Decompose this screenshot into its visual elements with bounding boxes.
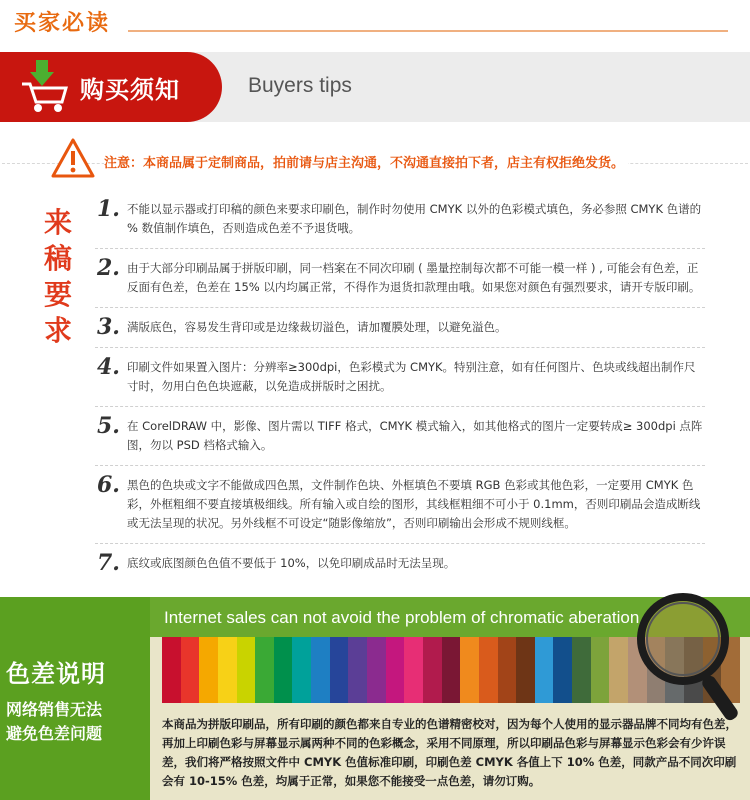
side-label-char: 来 <box>43 206 72 239</box>
rule-item <box>95 413 705 466</box>
rules-list <box>95 196 705 593</box>
banner-red-tab <box>0 52 222 122</box>
banner-subtitle: Buyers tips <box>248 74 352 97</box>
color-swatch <box>255 637 274 703</box>
rule-number: 2. <box>97 255 120 281</box>
color-difference-paragraph: 本商品为拼版印刷品，所有印刷的颜色都来自专业的色谱精密校对，因为每个人使用的显示器品牌不同均有色差，再加上印刷色彩与屏幕显示属两种不同的色彩概念，采用不同原理，所以印刷品色彩与屏幕显示色彩会有少许误差，我们将严格按照文件中 CMYK 色值标准印刷，印刷色差 CMYK 各值上下 10% 色差，同款产品不同次印刷会有 10-15% 色差，均属于正常，如果您不能接受一点色差，请勿订购。 <box>162 717 737 788</box>
rule-text: 印刷文件如果置入图片：分辨率≥300dpi，色彩模式为 CMYK。特别注意，如有任何图片、色块或线超出制作尺寸时，勿用白色色块遮蔽，以免造成拼版时之困扰。 <box>127 360 696 393</box>
headline: Internet sales can not avoid the problem of chromatic aberation <box>164 608 640 627</box>
color-swatch <box>386 637 405 703</box>
rule-number: 5. <box>97 413 120 439</box>
warning-icon <box>50 137 96 179</box>
color-swatch <box>498 637 517 703</box>
side-label-char: 稿 <box>43 242 72 275</box>
side-label <box>40 205 76 349</box>
rule-number: 6. <box>97 472 120 498</box>
color-swatch <box>274 637 293 703</box>
color-swatch <box>535 637 554 703</box>
color-swatch <box>442 637 461 703</box>
color-difference-title: 色差说明 <box>6 660 106 688</box>
rule-text: 满版底色，容易发生背印或是边缘裁切溢色，请加覆膜处理，以避免溢色。 <box>127 320 507 334</box>
color-swatch <box>330 637 349 703</box>
shopping-cart-icon <box>20 58 70 114</box>
banner-title: 购买须知 <box>80 76 180 104</box>
notice-text: 注意：本商品属于定制商品，拍前请与店主沟通，不沟通直接拍下者，店主有权拒绝发货。 <box>104 152 628 171</box>
rule-item <box>95 550 705 583</box>
color-difference-section <box>0 597 750 800</box>
title-underline <box>128 30 728 32</box>
side-label-char: 要 <box>43 278 72 311</box>
color-swatch <box>460 637 479 703</box>
color-difference-sidebar <box>0 597 150 800</box>
color-swatch <box>553 637 572 703</box>
rule-item <box>95 354 705 407</box>
color-swatch <box>292 637 311 703</box>
color-swatch <box>181 637 200 703</box>
color-swatch <box>423 637 442 703</box>
rule-item <box>95 196 705 249</box>
rule-item <box>95 314 705 348</box>
rule-item <box>95 255 705 308</box>
rule-item <box>95 472 705 544</box>
rule-number: 7. <box>97 550 120 576</box>
color-swatch <box>311 637 330 703</box>
color-swatch <box>218 637 237 703</box>
color-swatch <box>591 637 610 703</box>
color-swatch <box>162 637 181 703</box>
rule-text: 黑色的色块或文字不能做成四色黑，文件制作色块、外框填色不要填 RGB 色彩或其他色彩，一定要用 CMYK 色彩，外框粗细不要直接填极细线。所有输入或自绘的图形，其线框粗细不可小于 0.1mm，否则印刷品会造成断线或无法呈现的状况。另外线框不可设定“随影像缩放”，否则印刷输出会形成不规则线框。 <box>127 478 701 530</box>
rule-text: 在 CorelDRAW 中，影像、图片需以 TIFF 格式，CMYK 模式输入，如其他格式的图片一定要转成≥ 300dpi 点阵图，勿以 PSD 档格式输入。 <box>127 419 703 452</box>
color-swatch <box>479 637 498 703</box>
color-swatch <box>348 637 367 703</box>
color-swatch <box>237 637 256 703</box>
color-swatch <box>404 637 423 703</box>
rule-number: 1. <box>97 196 120 222</box>
color-difference-subtitle: 网络销售无法 <box>6 700 103 719</box>
color-difference-subtitle: 避免色差问题 <box>6 724 103 743</box>
color-swatch <box>516 637 535 703</box>
rule-number: 3. <box>97 314 120 340</box>
banner <box>0 52 750 122</box>
rule-text: 底纹或底图颜色色值不要低于 10%，以免印刷成品时无法呈现。 <box>127 556 456 570</box>
rule-number: 4. <box>97 354 120 380</box>
color-swatch <box>199 637 218 703</box>
color-swatch <box>367 637 386 703</box>
side-label-char: 求 <box>43 314 72 347</box>
color-swatch <box>572 637 591 703</box>
rule-text: 由于大部分印刷品属于拼版印刷，同一档案在不同次印刷 ( 墨量控制每次都不可能一模一样 ) , 可能会有色差，正反面有色差，色差在 15% 以内均属正常，不得作为退货扣款理由哦。如果您对颜色有强烈要求，请开专版印刷。 <box>127 261 701 294</box>
rule-text: 不能以显示器或打印稿的颜色来要求印刷色，制作时勿使用 CMYK 以外的色彩模式填色，务必参照 CMYK 色谱的 % 数值制作填色，否则造成色差不予退货哦。 <box>127 202 702 235</box>
page-title: 买家必读 <box>14 11 111 36</box>
